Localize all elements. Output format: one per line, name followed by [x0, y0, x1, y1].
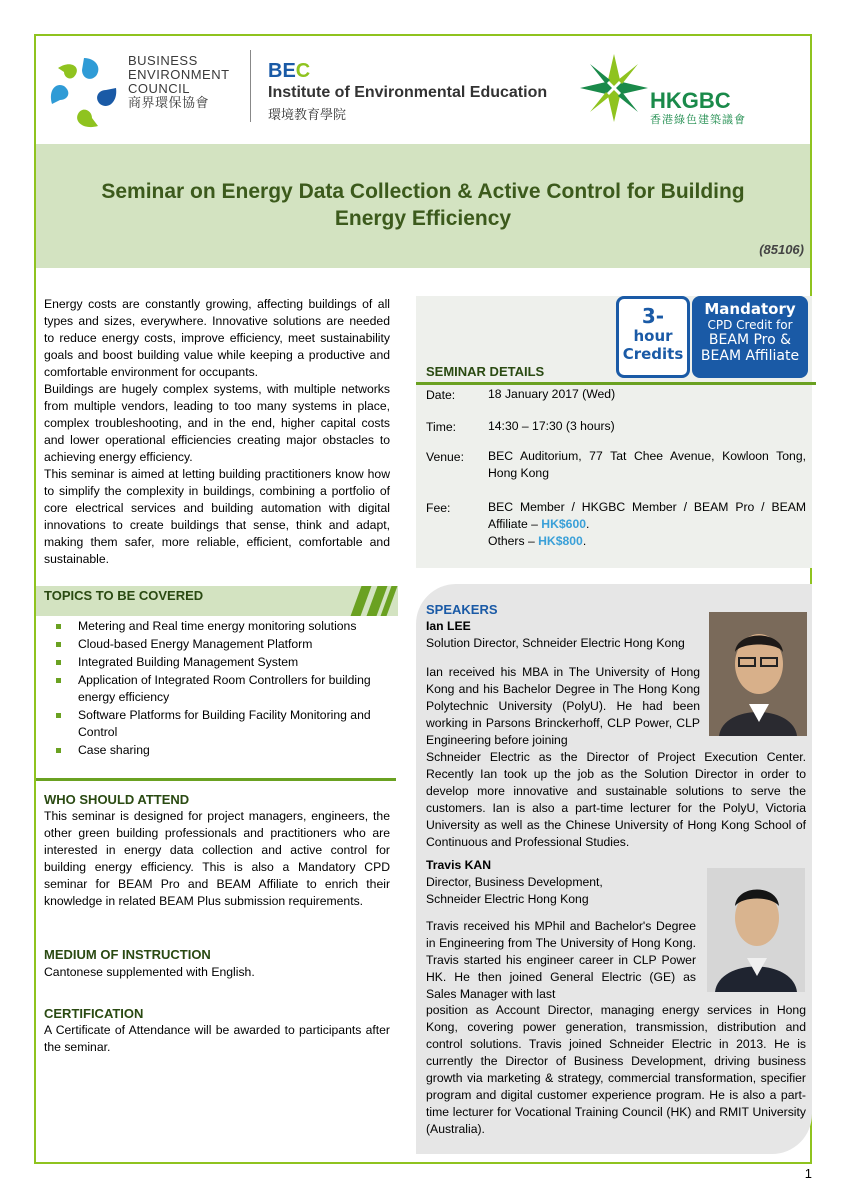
- list-item: Integrated Building Management System: [52, 654, 392, 671]
- hkgbc-chinese-name: 香港綠色建築議會: [650, 114, 746, 126]
- iee-name: Institute of Environmental Education: [268, 84, 548, 101]
- certification-body: A Certificate of Attendance will be awarded to participants after the seminar.: [44, 1023, 390, 1054]
- member-price: HK$600: [541, 517, 587, 531]
- speaker-1-role: Solution Director, Schneider Electric Hong Kong: [426, 636, 685, 650]
- topics-list: [52, 618, 392, 760]
- intro-text: Energy costs are constantly growing, affecting buildings of all types and sizes, everywhere. Innovative solutions are needed to reduce energy costs, improve efficiency, meet sustainability goals and boost building value while keeping a productive and comfortable environment for occupants. Buildings are hugely complex systems, with multiple networks from multiple vendors, leading to too many systems in place, complex troubleshooting, and in the end, higher capital costs and lower operational efficiencies creating major obstacles to achieving energy efficiency. This seminar is aimed at letting building practitioners know how to simplify the complexity in buildings, combining a portfolio of core electrical services and building automation with digital innovations to create buildings that sense, think and adapt, making them safer, more reliable, efficient, comfortable and sustainable.: [44, 297, 390, 566]
- hkgbc-logo-icon: [576, 50, 652, 126]
- speaker-1-name: Ian LEE: [426, 619, 471, 633]
- header-logos: [36, 36, 810, 144]
- logo-divider: [250, 50, 251, 122]
- fee-label: Fee:: [426, 501, 451, 515]
- medium-heading: MEDIUM OF INSTRUCTION: [44, 947, 211, 962]
- bec-name: BUSINESS ENVIRONMENT COUNCIL 商界環保協會: [128, 53, 230, 110]
- iee-code: BEC: [268, 60, 311, 82]
- list-item: Application of Integrated Room Controllers for building energy efficiency: [52, 672, 392, 706]
- hkgbc-name: HKGBC: [650, 88, 731, 113]
- page-number: 1: [804, 1166, 812, 1181]
- date-label: Date:: [426, 388, 456, 402]
- mandatory-cpd-badge: Mandatory CPD Credit for BEAM Pro & BEAM Affiliate: [692, 296, 808, 378]
- bec-logo-icon: [44, 52, 124, 132]
- time-label: Time:: [426, 420, 457, 434]
- list-item: Metering and Real time energy monitoring solutions: [52, 618, 392, 635]
- iee-chinese-name: 環境教育學院: [268, 107, 347, 122]
- date-value: 18 January 2017 (Wed): [488, 387, 616, 401]
- speaker-2-role: Director, Business Development, Schneider Electric Hong Kong: [426, 875, 603, 906]
- details-heading: SEMINAR DETAILS: [426, 364, 545, 379]
- topics-heading-band: [36, 586, 398, 616]
- topics-heading: TOPICS TO BE COVERED: [44, 588, 204, 603]
- venue-label: Venue:: [426, 450, 464, 464]
- venue-value: BEC Auditorium, 77 Tat Chee Avenue, Kowloon Tong, Hong Kong: [488, 449, 806, 480]
- fee-value: BEC Member / HKGBC Member / BEAM Pro / BEAM Affiliate – HK$600. Others – HK$800.: [488, 500, 806, 548]
- speaker-1-bio-b: Schneider Electric as the Director of Project Execution Center. Recently Ian took up the job as the Solution Director in order to develop more innovative and sustainable solutions to serve the customers. Ian is also a part-time lecturer for the PolyU, Victoria University as well as the Chinese University of Hong Kong School of Continuous and Professional Studies.: [426, 750, 806, 849]
- others-price: HK$800: [538, 534, 583, 548]
- attend-body: This seminar is designed for project managers, engineers, the other green building professionals and practitioners who are interested in energy data collection and active control for building energy efficiency. This is also a Mandatory CPD seminar for BEAM Pro and BEAM Affiliate to enrich their knowledge in related BEAM Plus submission requirements.: [44, 809, 390, 908]
- speaker-1-bio-a: Ian received his MBA in The University of Hong Kong and his Bachelor Degree in The Hong Kong Polytechnic University (PolyU). He had been working in Parsons Brinckerhoff, CLP Power, CLP Engineering before joining: [426, 665, 700, 747]
- details-divider: [416, 382, 816, 385]
- medium-body: Cantonese supplemented with English.: [44, 965, 255, 979]
- section-divider: [36, 778, 396, 781]
- list-item: Cloud-based Energy Management Platform: [52, 636, 392, 653]
- credits-badge: 3- hour Credits: [616, 296, 690, 378]
- certification-heading: CERTIFICATION: [44, 1006, 144, 1021]
- time-value: 14:30 – 17:30 (3 hours): [488, 419, 615, 433]
- speaker-2-name: Travis KAN: [426, 858, 492, 872]
- speaker-2-photo: [707, 868, 805, 992]
- speaker-2-bio-a: Travis received his MPhil and Bachelor's Degree in Engineering from The University of Hong Kong. Travis started his engineer career in CLP Power HK. He then joined General Electric (GE) as Sales Manager with last: [426, 919, 696, 1001]
- title-band: [36, 144, 810, 268]
- speaker-2-bio-b: position as Account Director, managing energy services in Hong Kong, covering power generation, transmission, distribution and control solutions. Travis joined Schneider Electric in 2013. He is currently the Director of Business Development, driving business growth via marketing & strategy, commercial transformation, specifier program and digital customer experience program. He is also a part-time lecturer for Vocational Training Council (HK) and RMIT University (Australia).: [426, 1003, 806, 1136]
- course-code: (85106): [759, 242, 804, 257]
- attend-heading: WHO SHOULD ATTEND: [44, 792, 190, 807]
- seminar-title: Seminar on Energy Data Collection & Active Control for Building Energy Efficiency: [101, 180, 745, 230]
- list-item: Case sharing: [52, 742, 392, 759]
- speaker-1-photo: [709, 612, 807, 736]
- list-item: Software Platforms for Building Facility Monitoring and Control: [52, 707, 392, 741]
- speakers-heading: SPEAKERS: [426, 602, 498, 617]
